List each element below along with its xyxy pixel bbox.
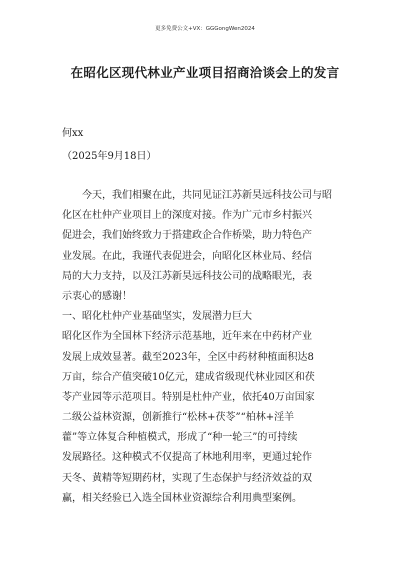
body-line: 发展路径。这种模式不仅提高了林地利用率，更通过轮作 [62, 452, 312, 464]
body-line: 苓产业园等示范项目。特别是杜仲产业，依托40万亩国家 [62, 391, 315, 403]
body-line: 天冬、黄精等短期药材，实现了生态保护与经济效益的双 [62, 472, 312, 484]
header-note: 更多免费公文+VX：GGGongWen2024 [155, 26, 255, 32]
body-line: 促进会，我们始终致力于搭建政企合作桥梁，助力特色产 [62, 230, 312, 242]
body-line: 赢，相关经验已入选全国林业资源综合利用典型案例。 [62, 492, 302, 504]
body-line: 今天，我们相聚在此，共同见证江苏新昊远科技公司与昭 [82, 190, 332, 201]
body-line: 化区在杜仲产业项目上的深度对接。作为广元市乡村振兴 [62, 210, 312, 222]
speech-body [62, 186, 352, 509]
body-line: 万亩，综合产值突破10亿元，建成省级现代林业园区和茯 [62, 371, 315, 383]
body-line: 二级公益林资源，创新推行“松林+茯苓”“柏林+淫羊 [62, 412, 295, 424]
body-line: 发展上成效显著。截至2023年，全区中药材种植面积达8 [62, 351, 314, 363]
body-line: 一、昭化杜仲产业基础坚实，发展潜力巨大 [62, 311, 252, 323]
speech-date: （2025年9月18日） [62, 151, 157, 162]
body-line: 藿”等立体复合种植模式，形成了“种一轮三”的可持续 [62, 432, 298, 444]
document-title: 在昭化区现代林业产业项目招商洽谈会上的发言 [70, 65, 340, 80]
body-line: 示衷心的感谢！ [62, 290, 132, 302]
body-line: 局的大力支持，以及江苏新昊远科技公司的战略眼光，表 [62, 270, 312, 282]
speaker-name: 何xx [62, 128, 84, 139]
body-line: 昭化区作为全国林下经济示范基地，近年来在中药材产业 [62, 331, 312, 343]
body-line: 业发展。在此，我谨代表促进会，向昭化区林业局、经信 [62, 250, 312, 262]
